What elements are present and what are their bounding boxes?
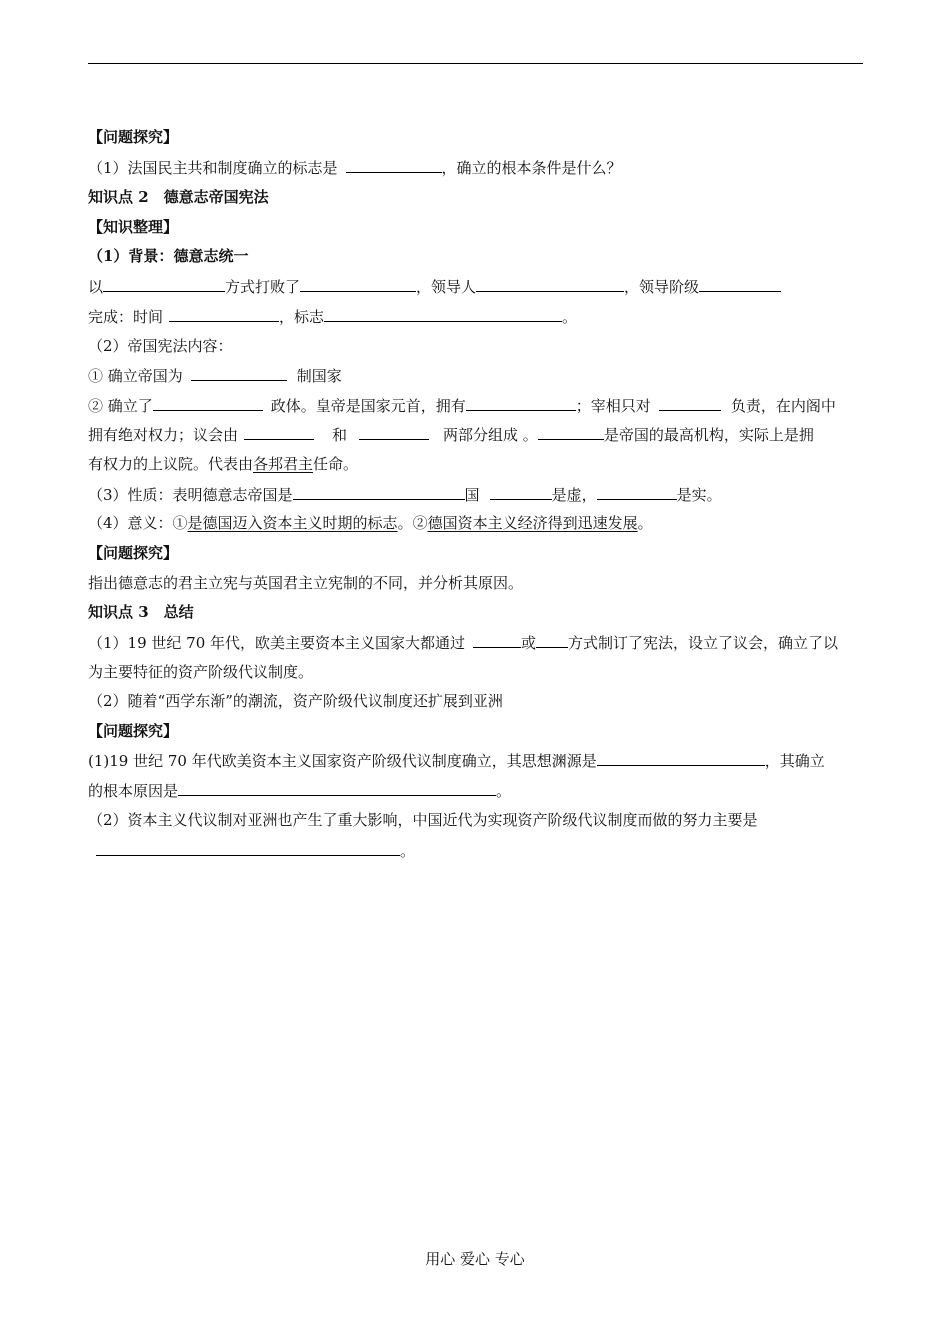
- text: 。: [496, 782, 512, 800]
- background-line-1: [88, 276, 868, 297]
- answer-blank[interactable]: [293, 484, 465, 500]
- text: ，领导阶级: [624, 278, 700, 296]
- answer-blank[interactable]: [300, 276, 416, 292]
- answer-blank[interactable]: [466, 395, 576, 411]
- text: 是实。: [676, 486, 722, 504]
- summary-item-1: [88, 632, 868, 653]
- answer-blank[interactable]: [324, 306, 562, 322]
- answer-blank[interactable]: [96, 840, 400, 856]
- kp2-title: 知识点 2 德意志帝国宪法: [88, 188, 269, 206]
- text: 。: [562, 308, 578, 326]
- inquiry-heading-3: 【问题探究】: [88, 722, 179, 740]
- text: 。: [400, 842, 416, 860]
- text: 是帝国的最高机构，实际上是拥: [603, 426, 814, 444]
- summary-item-1-cont: 为主要特征的资产阶级代议制度。: [88, 663, 314, 681]
- answer-blank[interactable]: [103, 276, 225, 292]
- answer-blank[interactable]: [359, 424, 429, 440]
- text: （4）意义：①: [88, 514, 188, 532]
- answer-blank[interactable]: [178, 780, 496, 796]
- text: 负责，在内阁中: [730, 397, 836, 415]
- text: 方式制订了宪法，设立了议会，确立了以: [568, 634, 839, 652]
- content-item-2-end: [88, 454, 868, 474]
- answer-blank[interactable]: [473, 632, 521, 648]
- nature-line: [88, 484, 868, 505]
- inquiry-question-germany: 指出德意志的君主立宪与英国君主立宪制的不同，并分析其原因。: [88, 574, 524, 592]
- text: 的根本原因是: [88, 782, 179, 800]
- text: 有权力的上议院。代表由: [88, 455, 254, 473]
- answer-blank[interactable]: [659, 395, 721, 411]
- summary-item-2: （2）随着“西学东渐”的潮流，资产阶级代议制度还扩展到亚洲: [88, 692, 503, 710]
- text: (1)19 世纪 70 年代欧美资本主义国家资产阶级代议制度确立，其思想渊源是: [88, 752, 597, 770]
- question-france-republic: [88, 157, 868, 178]
- text: ① 确立帝国为: [88, 367, 183, 385]
- answer-blank[interactable]: [244, 424, 314, 440]
- inquiry-question-1: [88, 750, 868, 771]
- answer-blank[interactable]: [191, 365, 287, 381]
- header-rule: [88, 63, 863, 64]
- text: 两部分组成 。: [443, 426, 538, 444]
- text: ，其确立: [764, 752, 825, 770]
- underlined-answer: 各邦君主: [253, 455, 314, 473]
- inquiry-heading-1: 【问题探究】: [88, 128, 179, 146]
- knowledge-organize-heading: 【知识整理】: [88, 218, 179, 236]
- answer-blank[interactable]: [699, 276, 781, 292]
- text: 以: [88, 278, 104, 296]
- text: （1）19 世纪 70 年代，欧美主要资本主义国家大都通过: [88, 634, 466, 652]
- answer-blank[interactable]: [536, 632, 568, 648]
- text: ；宰相只对: [575, 397, 651, 415]
- significance-line: [88, 513, 868, 533]
- text: ，确立的根本条件是什么？: [441, 159, 622, 177]
- underlined-answer: 是德国迈入资本主义时期的标志: [187, 514, 398, 532]
- answer-blank[interactable]: [169, 306, 279, 322]
- answer-blank[interactable]: [538, 424, 604, 440]
- answer-blank[interactable]: [153, 395, 263, 411]
- text: 是虚，: [551, 486, 597, 504]
- text: 完成：时间: [88, 308, 164, 326]
- text: 拥有绝对权力；议会由: [88, 426, 239, 444]
- underlined-answer: 德国资本主义经济得到迅速发展: [427, 514, 638, 532]
- answer-blank[interactable]: [597, 484, 677, 500]
- text: 或: [521, 634, 537, 652]
- inquiry-question-1-cont: [88, 780, 868, 801]
- text: 和: [332, 426, 348, 444]
- text: （1）法国民主共和制度确立的标志是: [88, 159, 338, 177]
- background-heading: （1）背景：德意志统一: [88, 247, 249, 265]
- inquiry-question-2: （2）资本主义代议制对亚洲也产生了重大影响，中国近代为实现资产阶级代议制度而做的努力主要是: [88, 811, 758, 829]
- text: 国: [464, 486, 480, 504]
- content-item-2: [88, 395, 868, 416]
- text: ，标志: [279, 308, 325, 326]
- background-line-2: [88, 306, 868, 327]
- answer-blank[interactable]: [597, 750, 765, 766]
- text: 制国家: [296, 367, 342, 385]
- answer-blank[interactable]: [490, 484, 552, 500]
- text: 方式打败了: [225, 278, 301, 296]
- page-footer: 用心 爱心 专心: [425, 1250, 525, 1268]
- text: 任命。: [313, 455, 359, 473]
- inquiry-heading-2: 【问题探究】: [88, 544, 179, 562]
- constitution-content-heading: （2）帝国宪法内容：: [88, 337, 233, 355]
- answer-blank[interactable]: [346, 157, 442, 173]
- text: 政体。皇帝是国家元首，拥有: [270, 397, 466, 415]
- answer-blank[interactable]: [476, 276, 624, 292]
- text: ② 确立了: [88, 397, 153, 415]
- text: 。②: [397, 514, 428, 532]
- kp3-title: 知识点 3 总结: [88, 603, 194, 621]
- text: 。: [637, 514, 653, 532]
- content-item-2-cont: [88, 424, 868, 445]
- inquiry-question-2-answer: [88, 840, 868, 861]
- content-item-1: [88, 365, 868, 386]
- text: （3）性质：表明德意志帝国是: [88, 486, 293, 504]
- text: ，领导人: [416, 278, 477, 296]
